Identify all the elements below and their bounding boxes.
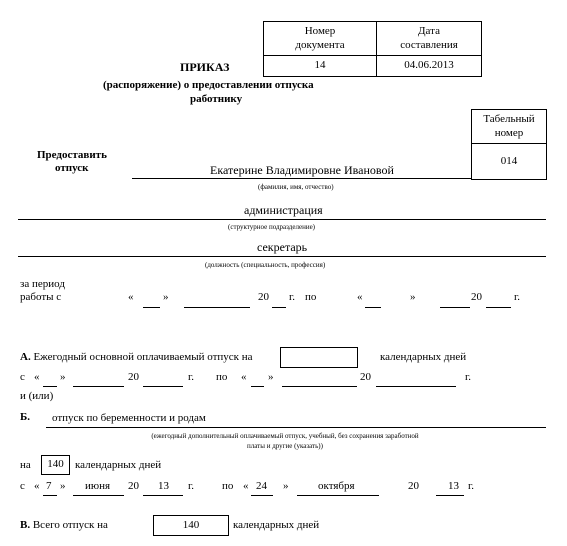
section-b-days-value: 140 xyxy=(47,458,64,471)
section-a-from-label: с xyxy=(20,371,25,383)
period-to-day-line xyxy=(365,307,381,308)
section-a-from-year-line xyxy=(143,386,183,387)
doc-date-cell xyxy=(376,55,482,77)
section-b-from-open-quote: « xyxy=(34,480,40,492)
period-from-close-quote: » xyxy=(163,291,169,303)
section-b-to-close-quote: » xyxy=(283,480,289,492)
section-b-start-day: 7 xyxy=(46,480,52,492)
doc-number-value: 14 xyxy=(314,59,326,72)
section-b-days-unit: календарных дней xyxy=(75,459,162,471)
department-line xyxy=(18,219,546,220)
doc-number-cell xyxy=(263,55,377,77)
section-a-letter: А. xyxy=(20,351,31,363)
period-to-year-line xyxy=(486,307,511,308)
section-b-end-year-line xyxy=(436,495,464,496)
doc-date-value: 04.06.2013 xyxy=(404,59,454,72)
period-to-close-quote: » xyxy=(410,291,416,303)
section-b-from-label: с xyxy=(20,480,25,492)
section-b-start-year: 13 xyxy=(158,480,169,492)
section-a-label: Ежегодный основной оплачиваемый отпуск на xyxy=(33,351,253,363)
section-b-start-month: июня xyxy=(85,480,111,492)
section-b-start-day-line xyxy=(43,495,57,496)
section-b-start-year-suffix: г. xyxy=(188,480,195,492)
position-value: секретарь xyxy=(257,240,308,254)
order-subtitle-2: работнику xyxy=(190,93,243,105)
section-b-caption xyxy=(100,431,470,451)
section-a-to-open-quote: « xyxy=(241,371,247,383)
section-a-days-unit: календарных дней xyxy=(380,351,467,363)
section-b-end-year-prefix: 20 xyxy=(408,480,419,492)
tab-number-header xyxy=(471,109,547,144)
section-a-heading xyxy=(20,352,253,363)
section-b-caption-line2: платы и другие (указать)) xyxy=(247,442,323,450)
section-a-to-year-line xyxy=(376,386,456,387)
section-a-to-month-line xyxy=(282,386,357,387)
period-label-2: работы с xyxy=(20,291,62,303)
order-title: ПРИКАЗ xyxy=(180,60,230,74)
employee-name: Екатерине Владимировне Ивановой xyxy=(210,163,394,177)
period-label: за период xyxy=(20,278,65,290)
section-v-days-box xyxy=(153,515,229,536)
section-a-days-box xyxy=(280,347,358,368)
section-b-on-label: на xyxy=(20,459,31,471)
period-to-open-quote: « xyxy=(357,291,363,303)
section-b-days-box xyxy=(41,455,70,475)
tab-number-cell xyxy=(471,143,547,180)
section-b-start-year-prefix: 20 xyxy=(128,480,139,492)
section-a-to-close-quote: » xyxy=(268,371,274,383)
doc-date-header xyxy=(376,21,482,56)
section-a-to-year-prefix: 20 xyxy=(360,371,371,383)
position-caption: (должность (специальность, профессия) xyxy=(205,261,326,269)
section-a-from-year-suffix: г. xyxy=(188,371,195,383)
grant-label-2: отпуск xyxy=(55,162,89,174)
section-v-days-value: 140 xyxy=(182,518,200,531)
section-a-to-label: по xyxy=(216,371,228,383)
period-to-year-suffix: г. xyxy=(514,291,521,303)
section-b-to-label: по xyxy=(222,480,234,492)
section-b-to-open-quote: « xyxy=(243,480,249,492)
tab-number-value: 014 xyxy=(500,154,518,167)
section-a-from-year-prefix: 20 xyxy=(128,371,139,383)
employee-name-caption: (фамилия, имя, отчество) xyxy=(258,183,334,191)
tab-number-header-text: Табельный номер xyxy=(483,113,535,139)
section-v-letter: В. xyxy=(20,519,31,531)
section-b-leave-type-line xyxy=(46,427,546,428)
employee-name-line xyxy=(132,178,472,179)
order-subtitle: (распоряжение) о предоставлении отпуска xyxy=(103,79,314,91)
section-a-from-month-line xyxy=(73,386,124,387)
period-from-year-prefix: 20 xyxy=(258,291,269,303)
period-from-day-line xyxy=(143,307,160,308)
section-a-from-close-quote: » xyxy=(60,371,66,383)
period-to-label: по xyxy=(305,291,317,303)
doc-number-header xyxy=(263,21,377,56)
section-b-from-close-quote: » xyxy=(60,480,66,492)
section-b-end-year: 13 xyxy=(448,480,459,492)
position-line xyxy=(18,256,546,257)
section-a-to-day-line xyxy=(251,386,264,387)
section-a-to-year-suffix: г. xyxy=(465,371,472,383)
department-value: администрация xyxy=(244,203,323,217)
section-v-label: Всего отпуск на xyxy=(32,519,108,531)
period-to-month-line xyxy=(440,307,470,308)
section-b-end-day-line xyxy=(251,495,273,496)
period-from-year-line xyxy=(272,307,286,308)
period-from-year-suffix: г. xyxy=(289,291,296,303)
section-b-caption-line1: (ежегодный дополнительный оплачиваемый отпуск, учебный, без сохранения заработной xyxy=(151,432,419,440)
section-a-from-open-quote: « xyxy=(34,371,40,383)
grant-label: Предоставить xyxy=(37,149,107,161)
department-caption: (структурное подразделение) xyxy=(228,223,316,231)
section-b-end-month: октября xyxy=(318,480,355,492)
period-to-year-prefix: 20 xyxy=(471,291,482,303)
section-a-from-day-line xyxy=(43,386,57,387)
doc-date-header-text: Дата составления xyxy=(400,25,458,51)
section-b-end-month-line xyxy=(297,495,379,496)
section-b-start-month-line xyxy=(73,495,124,496)
section-b-start-year-line xyxy=(143,495,183,496)
period-from-open-quote: « xyxy=(128,291,134,303)
section-a-and-or: и (или) xyxy=(20,390,54,402)
section-v-days-unit: календарных дней xyxy=(233,519,320,531)
section-v-heading xyxy=(20,520,108,531)
section-b-letter: Б. xyxy=(20,411,31,423)
section-b-end-year-suffix: г. xyxy=(468,480,475,492)
section-b-leave-type: отпуск по беременности и родам xyxy=(52,412,206,424)
section-b-end-day: 24 xyxy=(256,480,267,492)
doc-number-header-text: Номер документа xyxy=(295,25,345,51)
period-from-month-line xyxy=(184,307,250,308)
